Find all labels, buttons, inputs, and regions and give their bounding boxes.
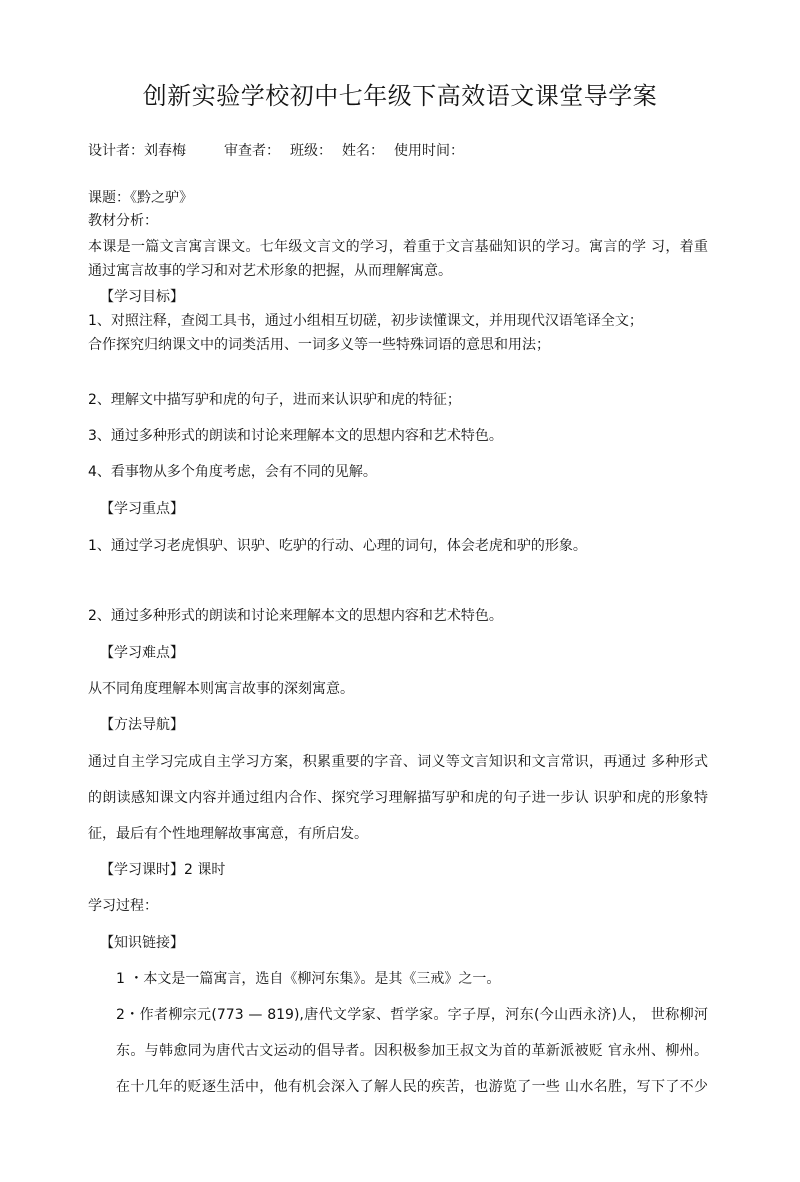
difficulty-item: 从不同角度理解本则寓言故事的深刻寓意。 bbox=[88, 681, 354, 697]
analysis-paragraph-line: 本课是一篇文言寓言课文。七年级文言文的学习，着重于文言基础知识的学习。寓言的学 习，着重 bbox=[88, 239, 708, 255]
goals-heading: 【学习目标】 bbox=[100, 289, 184, 305]
class-hours-line: 【学习课时】2 课时 bbox=[100, 862, 226, 878]
goal-item: 2、理解文中描写驴和虎的句子，进而来认识驴和虎的特征； bbox=[88, 392, 461, 408]
goal-item: 4、看事物从多个角度考虑，会有不同的见解。 bbox=[88, 464, 377, 480]
key-point-item: 1、通过学习老虎惧驴、识驴、吃驴的行动、心理的词句，体会老虎和驴的形象。 bbox=[88, 538, 587, 554]
method-paragraph-line: 的朗读感知课文内容并通过组内合作、探究学习理解描写驴和虎的句子进一步认 识驴和虎的形象特 bbox=[88, 790, 708, 806]
knowledge-links-heading: 【知识链接】 bbox=[100, 935, 184, 951]
difficulty-heading: 【学习难点】 bbox=[100, 645, 184, 661]
author-info-row bbox=[88, 142, 464, 160]
key-points-heading: 【学习重点】 bbox=[100, 501, 184, 517]
goal-item: 合作探究归纳课文中的词类活用、一词多义等一些特殊词语的意思和用法； bbox=[88, 337, 550, 353]
goal-item: 3、通过多种形式的朗读和讨论来理解本文的思想内容和艺术特色。 bbox=[88, 428, 503, 444]
time-label: 使用时间： bbox=[394, 143, 464, 159]
method-paragraph-line: 通过自主学习完成自主学习方案，积累重要的字音、词义等文言知识和文言常识，再通过 多种形式 bbox=[88, 754, 708, 770]
analysis-heading: 教材分析： bbox=[88, 213, 158, 229]
knowledge-link-item: 东。与韩愈同为唐代古文运动的倡导者。因积极参加王叔文为首的革新派被贬 官永州、柳州。 bbox=[116, 1043, 708, 1059]
reviewer-label: 审查者： bbox=[224, 143, 280, 159]
name-label: 姓名： bbox=[342, 143, 384, 159]
process-heading: 学习过程： bbox=[88, 898, 158, 914]
method-paragraph-line: 征，最后有个性地理解故事寓意，有所启发。 bbox=[88, 826, 368, 842]
document-title: 创新实验学校初中七年级下高效语文课堂导学案 bbox=[142, 82, 658, 110]
method-heading: 【方法导航】 bbox=[100, 717, 184, 733]
knowledge-link-item: 2・作者柳宗元(773 — 819),唐代文学家、哲学家。字子厚，河东(今山西永济)人， 世称柳河 bbox=[116, 1007, 708, 1023]
knowledge-link-item: 1 ・本文是一篇寓言，选自《柳河东集》。是其《三戒》之一。 bbox=[116, 971, 501, 987]
class-label: 班级： bbox=[290, 143, 332, 159]
designer-label: 设计者：刘春梅 bbox=[88, 143, 186, 159]
goal-item: 1、对照注释，查阅工具书，通过小组相互切磋，初步读懂课文，并用现代汉语笔译全文； bbox=[88, 313, 643, 329]
analysis-paragraph-line: 通过寓言故事的学习和对艺术形象的把握，从而理解寓意。 bbox=[88, 263, 452, 279]
knowledge-link-item: 在十几年的贬逐生活中，他有机会深入了解人民的疾苦，也游览了一些 山水名胜，写下了不少 bbox=[116, 1079, 708, 1095]
topic-line: 课题：《黔之驴》 bbox=[88, 190, 193, 206]
key-point-item: 2、通过多种形式的朗读和讨论来理解本文的思想内容和艺术特色。 bbox=[88, 608, 503, 624]
